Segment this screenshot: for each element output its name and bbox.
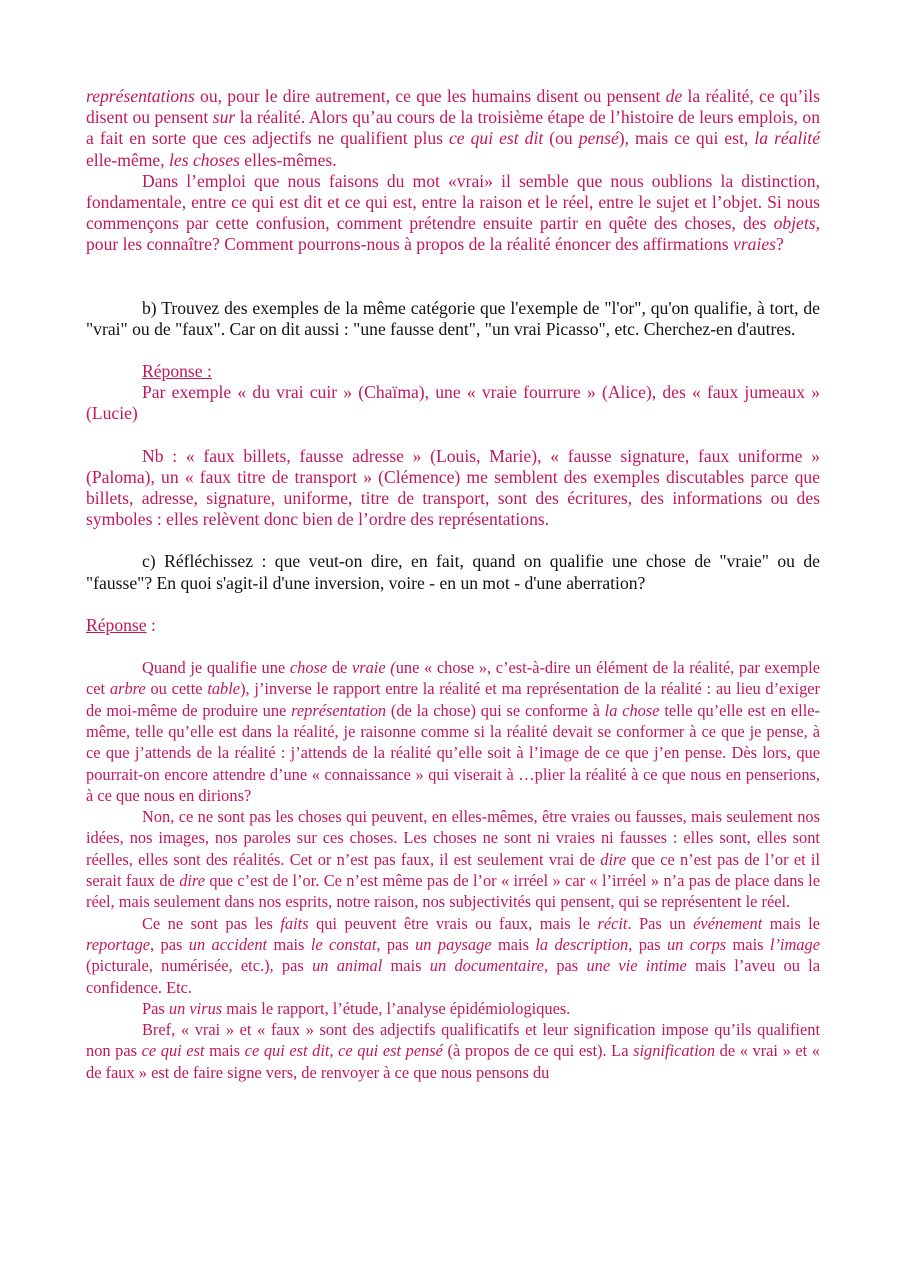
italic-text: vraies bbox=[733, 234, 777, 255]
text-run: ou, pour le dire autrement, ce que les humains disent ou pensent bbox=[194, 86, 666, 106]
text-run: que c’est de l’or. Ce n’est même pas de l’or « irréel » car « l’irréel » n’a pas de place dans le réel, mais seulement dans nos esprits, notre raison, nos subjectivités qui pensent, qui se représentent le réel. bbox=[86, 871, 820, 912]
text-run: ? bbox=[776, 234, 784, 255]
italic-text: arbre bbox=[109, 679, 146, 699]
text-run: , pas bbox=[376, 934, 416, 954]
text-run: (à propos de ce qui est). La bbox=[442, 1041, 634, 1061]
text-run: Par exemple « du vrai cuir » (Chaïma), une « vraie fourrure » (Alice), des « faux jumeaux » (Lucie) bbox=[86, 382, 820, 424]
italic-text: dire bbox=[600, 849, 627, 869]
italic-text: une vie intime bbox=[586, 956, 687, 976]
italic-text: chose bbox=[289, 658, 328, 678]
text-run: , pas bbox=[150, 934, 189, 954]
italic-text: de bbox=[665, 86, 683, 106]
text-run: Dans l’emploi que nous faisons du mot «vrai» il semble que nous oublions la distinction, fondamentale, entre ce qui est dit et ce qui est, entre la raison et le réel, entre le sujet et l’objet. Si nous commençons par cette confusion, comment prétendre ensuite partir en quête des choses, des bbox=[86, 170, 820, 234]
answer-b-text bbox=[86, 382, 820, 424]
question-b bbox=[86, 298, 820, 340]
text-run: (picturale, numérisée, etc.), pas bbox=[86, 956, 313, 976]
answer-b-label bbox=[86, 361, 820, 382]
italic-text: un animal bbox=[312, 956, 383, 976]
text-run: mais l’aveu ou la confidence. Etc. bbox=[86, 956, 820, 997]
underlined-text: Réponse bbox=[86, 614, 147, 635]
text-run: une « chose », c’est-à-dire un élément de la réalité, par exemple cet bbox=[86, 658, 820, 699]
text-run: b) Trouvez des exemples de la même catégorie que l'exemple de "l'or", qu'on qualifie, à tort, de "vrai" ou de "faux". Car on dit aussi : "une fausse dent", "un vrai Picasso", etc. Cherchez-en d'autres. bbox=[86, 297, 820, 339]
italic-text: la chose bbox=[604, 700, 660, 720]
italic-text: la réalité bbox=[754, 128, 820, 149]
italic-text: un corps bbox=[666, 934, 727, 954]
italic-text: objets, bbox=[773, 213, 820, 234]
italic-text: table bbox=[207, 679, 241, 699]
text-run: c) Réfléchissez : que veut-on dire, en fait, quand on qualifie une chose de "vraie" ou de "fausse"? En quoi s'agit-il d'une inversion, voire - en un mot - d'une aberration? bbox=[86, 551, 820, 593]
text-run: la réalité, ce qu’ils disent ou pensent bbox=[86, 86, 820, 128]
text-run: ), j’inverse le rapport entre la réalité et ma représentation de la réalité : au lieu d’exiger de moi-même de produire une bbox=[86, 679, 821, 720]
italic-text: récit bbox=[597, 913, 628, 933]
italic-text: signification bbox=[633, 1041, 716, 1061]
text-run: elle-même, bbox=[86, 149, 170, 170]
text-run: Nb : « faux billets, fausse adresse » (Louis, Marie), « fausse signature, faux uniforme » (Paloma), un « faux titre de transport » (Clémence) me semblent des exemples discutables parce que billets, adresse, signature, uniforme, titre de transport, sont des écritures, des informations ou des symboles : elles relèvent donc bien de l’ordre des représentations. bbox=[86, 445, 820, 530]
intro-paragraph-vrai bbox=[86, 171, 820, 256]
italic-text: faits bbox=[280, 913, 309, 933]
text-run: : bbox=[146, 614, 156, 635]
document-page bbox=[86, 86, 820, 1083]
text-run: Ce ne sont pas les bbox=[142, 913, 281, 933]
text-run: qui peuvent être vrais ou faux, mais le bbox=[308, 913, 598, 933]
text-run: la réalité. Alors qu’au cours de la troisième étape de l’histoire de leurs emplois, on a fait en sorte que ces adjectifs ne qualifient plus bbox=[86, 107, 820, 149]
italic-text: le constat bbox=[310, 934, 377, 954]
answer-c-paragraph-5 bbox=[86, 1019, 820, 1083]
text-run: (ou bbox=[543, 128, 579, 149]
answer-c-paragraph-3 bbox=[86, 913, 820, 998]
text-run: telle qu’elle est en elle-même, telle qu’elle est dans la réalité, je raisonne comme si la réalité devait se conformer à ce que je pense, à ce que j’attends de la réalité : j’attends de la réalité qu’elle soit à l’image de ce que j’en pense. Dès lors, que pourrait-on encore attendre d’une « connaissance » qui viserait à …plier la réalité à ce que nous en penserions, à ce que nous en dirions? bbox=[86, 700, 821, 805]
answer-c-label bbox=[86, 615, 820, 636]
italic-text: un virus bbox=[168, 998, 223, 1018]
intro-paragraph-continued bbox=[86, 86, 820, 171]
answer-c-body bbox=[86, 657, 820, 1083]
text-run: pour les connaître? Comment pourrons-nous à propos de la réalité énoncer des affirmations bbox=[86, 234, 734, 255]
text-run: mais le bbox=[762, 913, 821, 933]
italic-text: événement bbox=[693, 913, 763, 933]
italic-text: représentation bbox=[291, 700, 387, 720]
italic-text: sur bbox=[212, 107, 236, 128]
text-run: , pas bbox=[628, 934, 667, 954]
text-run: Non, ce ne sont pas les choses qui peuvent, en elles-mêmes, être vraies ou fausses, mais seulement nos idées, nos images, nos paroles sur ces choses. Les choses ne sont ni vraies ni fausses : elles sont, elles sont réelles, elles sont des réalités. Cet or n’est pas faux, il est seulement vrai de bbox=[86, 807, 820, 869]
italic-text: représentations bbox=[86, 86, 195, 106]
text-run: mais bbox=[726, 934, 770, 954]
italic-text: dire bbox=[179, 871, 205, 891]
underlined-text: Réponse : bbox=[142, 361, 212, 382]
italic-text: la description bbox=[535, 934, 629, 954]
italic-text: vraie ( bbox=[351, 658, 396, 678]
italic-text: un documentaire bbox=[429, 956, 544, 976]
text-run: , pas bbox=[543, 956, 587, 976]
text-run: mais bbox=[491, 934, 536, 954]
text-run: ), mais ce qui est, bbox=[618, 128, 755, 149]
question-c bbox=[86, 551, 820, 593]
italic-text: ce qui est bbox=[141, 1041, 205, 1061]
text-run: mais bbox=[204, 1041, 245, 1061]
italic-text: pensé bbox=[578, 128, 619, 149]
text-run: Quand je qualifie une bbox=[142, 658, 290, 678]
answer-c-paragraph-2 bbox=[86, 806, 820, 912]
text-run: de bbox=[327, 658, 352, 678]
italic-text: un accident bbox=[188, 934, 268, 954]
text-run: Pas bbox=[142, 998, 169, 1018]
text-run: (de la chose) qui se conforme à bbox=[386, 700, 605, 720]
text-run: mais le rapport, l’étude, l’analyse épidémiologiques. bbox=[222, 998, 571, 1018]
text-run: elles-mêmes. bbox=[239, 149, 337, 170]
text-run: Bref, « vrai » et « faux » sont des adjectifs qualificatifs et leur signification impose qu’ils qualifient non pas bbox=[86, 1020, 820, 1061]
italic-text: reportage bbox=[86, 934, 151, 954]
text-run: de « vrai » et « de faux » est de faire signe vers, de renvoyer à ce que nous pensons du bbox=[86, 1041, 820, 1082]
answer-c-paragraph-4 bbox=[86, 998, 820, 1019]
italic-text: un paysage bbox=[415, 934, 492, 954]
italic-text: ce qui est dit bbox=[448, 128, 544, 149]
text-run: mais bbox=[382, 956, 430, 976]
italic-text: ce qui est dit, ce qui est pensé bbox=[244, 1041, 443, 1061]
text-run: ou cette bbox=[145, 679, 208, 699]
note-paragraph bbox=[86, 446, 820, 531]
text-run: mais bbox=[267, 934, 311, 954]
italic-text: l’image bbox=[769, 934, 820, 954]
answer-c-paragraph-1 bbox=[86, 657, 820, 806]
text-run: . Pas un bbox=[627, 913, 694, 933]
text-run: que ce n’est pas de l’or et il serait faux de bbox=[86, 849, 821, 891]
italic-text: les choses bbox=[169, 149, 240, 170]
